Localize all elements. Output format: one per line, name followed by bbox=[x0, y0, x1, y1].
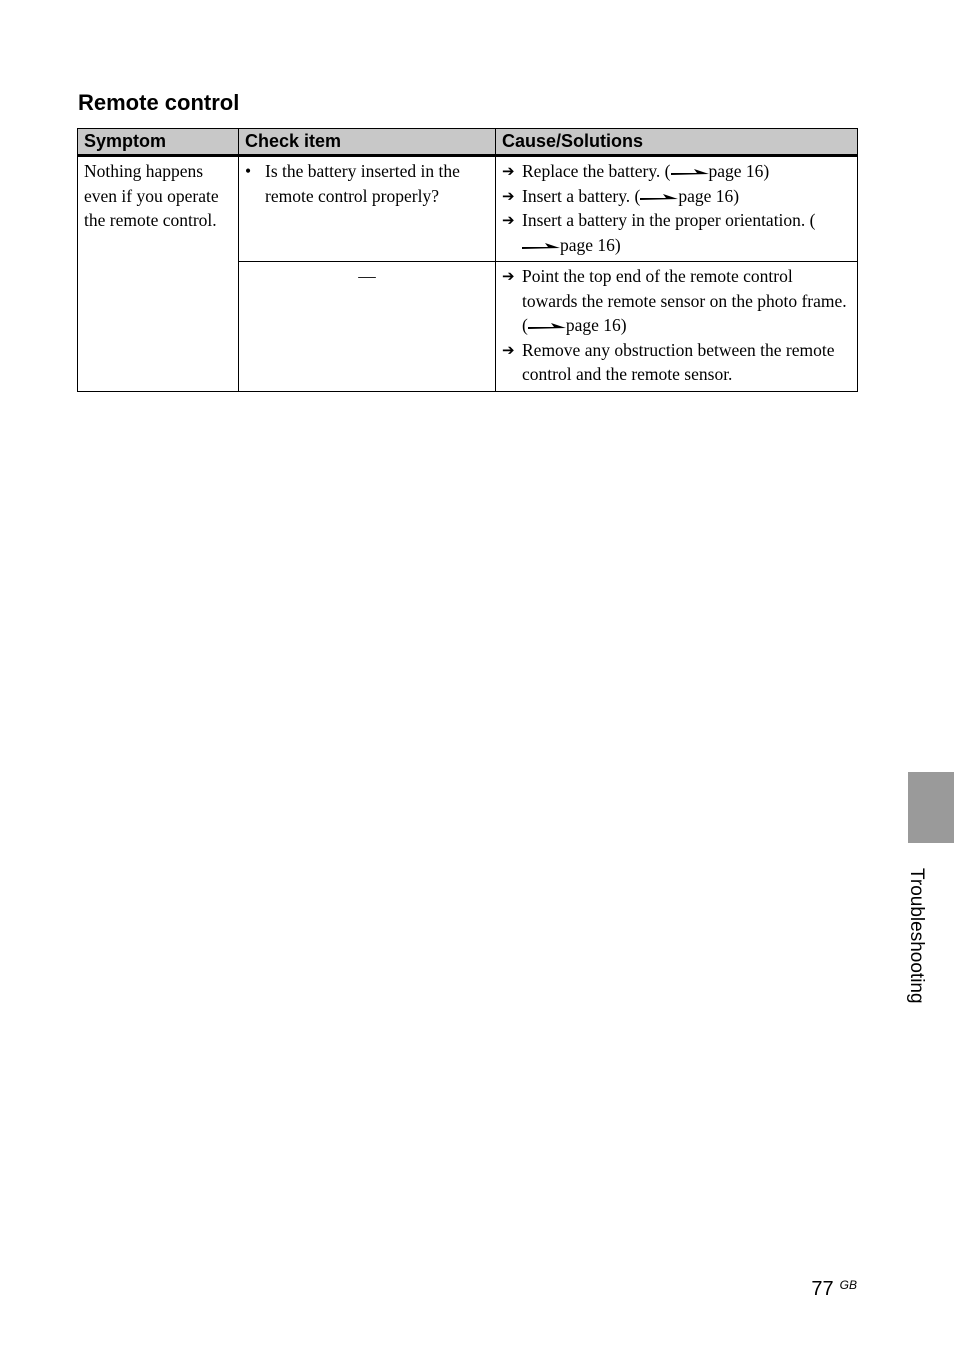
page-ref-arrow-icon bbox=[528, 320, 566, 332]
solution-text: Insert a battery. ( bbox=[522, 185, 641, 206]
page-reference: page 16) bbox=[678, 185, 740, 206]
arrow-right-icon: ➔ bbox=[502, 186, 515, 205]
solution-text: Replace the battery. ( bbox=[522, 161, 671, 181]
bullet-mark: • bbox=[245, 161, 252, 181]
region-code: GB bbox=[839, 1278, 857, 1292]
solution-item bbox=[502, 184, 851, 209]
solution-item bbox=[502, 159, 851, 184]
table-row bbox=[78, 156, 858, 262]
arrow-right-icon: ➔ bbox=[502, 211, 515, 229]
page-reference: page 16) bbox=[708, 161, 770, 181]
solution-text: Remove any obstruction between the remote control and the remote sensor. bbox=[522, 339, 835, 384]
arrow-right-icon: ➔ bbox=[502, 267, 515, 285]
solution-item bbox=[502, 338, 851, 387]
page-reference: page 16) bbox=[560, 234, 621, 255]
symptom-cell: Nothing happens even if you operate the remote control. bbox=[78, 156, 239, 392]
check-item-empty: — bbox=[239, 262, 496, 392]
solutions-cell bbox=[496, 262, 858, 392]
table-header-row bbox=[78, 129, 858, 156]
solution-item bbox=[502, 208, 851, 257]
arrow-right-icon: ➔ bbox=[502, 162, 515, 180]
page-ref-arrow-icon bbox=[522, 240, 560, 252]
check-item-cell bbox=[239, 156, 496, 262]
solution-item bbox=[502, 264, 851, 338]
page-number-value: 77 bbox=[811, 1278, 834, 1300]
check-item bbox=[245, 159, 489, 208]
page-reference: page 16) bbox=[565, 315, 627, 335]
solutions-cell bbox=[496, 156, 858, 262]
page-ref-arrow-icon bbox=[671, 166, 709, 178]
section-title: Remote control bbox=[78, 90, 240, 115]
header-symptom: Symptom bbox=[78, 129, 239, 156]
header-cause-solutions: Cause/Solutions bbox=[496, 129, 858, 156]
arrow-right-icon: ➔ bbox=[502, 340, 515, 359]
troubleshooting-table bbox=[77, 128, 858, 392]
check-item-text: Is the battery inserted in the remote control properly? bbox=[265, 161, 460, 206]
page-ref-arrow-icon bbox=[640, 191, 678, 203]
chapter-label: Troubleshooting bbox=[906, 868, 927, 1004]
page-number bbox=[811, 1278, 857, 1301]
solution-text: Insert a battery in the proper orientation. ( bbox=[522, 210, 816, 230]
header-check-item: Check item bbox=[239, 129, 496, 156]
solution-text: Point the top end of the remote control towards the remote sensor on the photo frame. ( bbox=[522, 266, 847, 335]
chapter-tab-marker bbox=[908, 772, 954, 843]
